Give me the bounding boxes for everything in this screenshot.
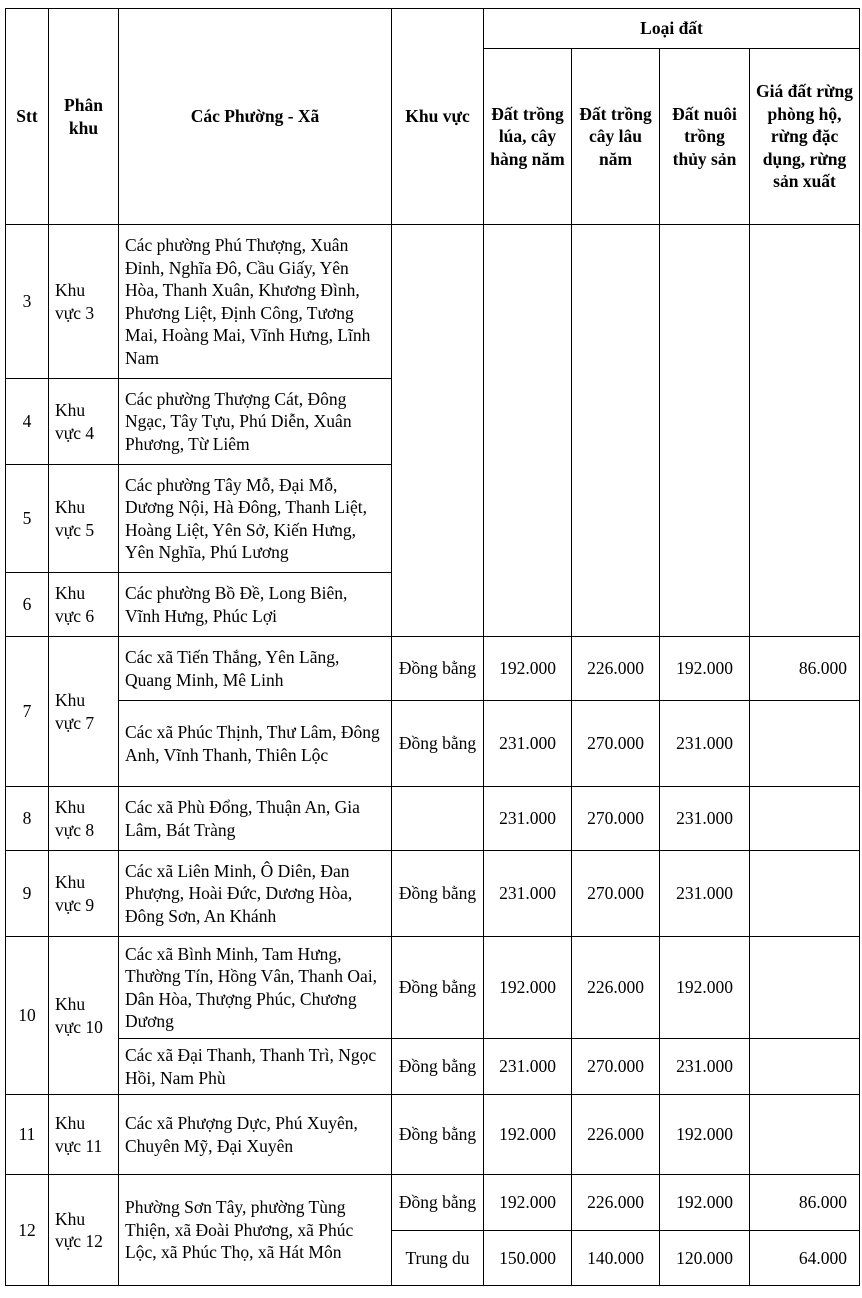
price-cell-empty (484, 225, 572, 637)
wards-cell: Các xã Bình Minh, Tam Hưng, Thường Tín, Hồng Vân, Thanh Oai, Dân Hòa, Thượng Phúc, Chương Dương (119, 937, 392, 1039)
zone-cell: Khu vực 12 (49, 1175, 119, 1286)
price-lau-nam: 226.000 (572, 637, 660, 701)
price-lau-nam: 226.000 (572, 937, 660, 1039)
header-dat-lua: Đất trồng lúa, cây hàng năm (484, 49, 572, 225)
price-lau-nam: 226.000 (572, 1095, 660, 1175)
price-thuy-san: 231.000 (660, 1039, 750, 1095)
price-lau-nam: 270.000 (572, 701, 660, 787)
table-row (6, 701, 860, 787)
table-row (6, 787, 860, 851)
wards-cell: Các xã Tiến Thắng, Yên Lãng, Quang Minh, Mê Linh (119, 637, 392, 701)
stt-cell: 10 (6, 937, 49, 1095)
stt-cell: 7 (6, 637, 49, 787)
zone-cell: Khu vực 4 (49, 379, 119, 465)
wards-cell: Các phường Bồ Đề, Long Biên, Vĩnh Hưng, Phúc Lợi (119, 573, 392, 637)
area-cell: Đồng bằng (392, 851, 484, 937)
price-lau-nam: 270.000 (572, 787, 660, 851)
area-cell: Đồng bằng (392, 637, 484, 701)
price-lua: 231.000 (484, 851, 572, 937)
land-price-table (5, 8, 860, 1286)
price-lau-nam: 270.000 (572, 851, 660, 937)
header-phan-khu: Phân khu (49, 9, 119, 225)
price-lua: 150.000 (484, 1231, 572, 1286)
header-dat-rung: Giá đất rừng phòng hộ, rừng đặc dụng, rừng sản xuất (750, 49, 860, 225)
header-dat-lau-nam: Đất trồng cây lâu năm (572, 49, 660, 225)
price-lau-nam: 140.000 (572, 1231, 660, 1286)
wards-cell: Các xã Phù Đổng, Thuận An, Gia Lâm, Bát Tràng (119, 787, 392, 851)
zone-cell: Khu vực 8 (49, 787, 119, 851)
area-cell: Đồng bằng (392, 1175, 484, 1231)
wards-cell: Các xã Đại Thanh, Thanh Trì, Ngọc Hồi, Nam Phù (119, 1039, 392, 1095)
price-thuy-san: 120.000 (660, 1231, 750, 1286)
wards-cell: Các phường Thượng Cát, Đông Ngạc, Tây Tựu, Phú Diễn, Xuân Phương, Từ Liêm (119, 379, 392, 465)
zone-cell: Khu vực 10 (49, 937, 119, 1095)
wards-cell: Các phường Tây Mỗ, Đại Mỗ, Dương Nội, Hà Đông, Thanh Liệt, Hoàng Liệt, Yên Sở, Kiến Hưng, Yên Nghĩa, Phú Lương (119, 465, 392, 573)
price-rung: 86.000 (750, 1175, 860, 1231)
price-thuy-san: 192.000 (660, 937, 750, 1039)
zone-cell: Khu vực 9 (49, 851, 119, 937)
table-row (6, 937, 860, 1039)
area-cell: Đồng bằng (392, 1039, 484, 1095)
area-cell: Đồng bằng (392, 937, 484, 1039)
table-row (6, 851, 860, 937)
table-row (6, 225, 860, 379)
area-cell (392, 787, 484, 851)
price-lua: 192.000 (484, 937, 572, 1039)
price-rung (750, 1095, 860, 1175)
zone-cell: Khu vực 6 (49, 573, 119, 637)
area-cell: Đồng bằng (392, 701, 484, 787)
price-lua: 192.000 (484, 637, 572, 701)
price-rung (750, 937, 860, 1039)
stt-cell: 12 (6, 1175, 49, 1286)
header-loai-dat: Loại đất (484, 9, 860, 49)
price-thuy-san: 192.000 (660, 637, 750, 701)
wards-cell: Các phường Phú Thượng, Xuân Đỉnh, Nghĩa Đô, Cầu Giấy, Yên Hòa, Thanh Xuân, Khương Đình, Phương Liệt, Định Công, Tương Mai, Hoàng Mai, Vĩnh Hưng, Lĩnh Nam (119, 225, 392, 379)
header-dat-thuy-san: Đất nuôi trồng thủy sản (660, 49, 750, 225)
price-lua: 231.000 (484, 787, 572, 851)
price-cell-empty (660, 225, 750, 637)
stt-cell: 6 (6, 573, 49, 637)
table-row (6, 1039, 860, 1095)
price-lau-nam: 270.000 (572, 1039, 660, 1095)
price-thuy-san: 231.000 (660, 787, 750, 851)
table-row (6, 1175, 860, 1231)
area-cell-empty (392, 225, 484, 637)
table-row (6, 1095, 860, 1175)
price-rung: 64.000 (750, 1231, 860, 1286)
zone-cell: Khu vực 5 (49, 465, 119, 573)
zone-cell: Khu vực 3 (49, 225, 119, 379)
stt-cell: 4 (6, 379, 49, 465)
stt-cell: 5 (6, 465, 49, 573)
price-thuy-san: 192.000 (660, 1095, 750, 1175)
area-cell: Đồng bằng (392, 1095, 484, 1175)
price-rung (750, 787, 860, 851)
price-lua: 192.000 (484, 1095, 572, 1175)
price-lua: 192.000 (484, 1175, 572, 1231)
price-rung (750, 851, 860, 937)
price-cell-empty (572, 225, 660, 637)
wards-cell: Phường Sơn Tây, phường Tùng Thiện, xã Đoài Phương, xã Phúc Lộc, xã Phúc Thọ, xã Hát Môn (119, 1175, 392, 1286)
header-phuong-xa: Các Phường - Xã (119, 9, 392, 225)
wards-cell: Các xã Phúc Thịnh, Thư Lâm, Đông Anh, Vĩnh Thanh, Thiên Lộc (119, 701, 392, 787)
stt-cell: 3 (6, 225, 49, 379)
price-thuy-san: 231.000 (660, 701, 750, 787)
zone-cell: Khu vực 7 (49, 637, 119, 787)
price-lua: 231.000 (484, 701, 572, 787)
header-khu-vuc: Khu vực (392, 9, 484, 225)
table-row (6, 637, 860, 701)
price-thuy-san: 192.000 (660, 1175, 750, 1231)
price-thuy-san: 231.000 (660, 851, 750, 937)
wards-cell: Các xã Liên Minh, Ô Diên, Đan Phượng, Hoài Đức, Dương Hòa, Đông Sơn, An Khánh (119, 851, 392, 937)
header-stt: Stt (6, 9, 49, 225)
price-rung: 86.000 (750, 637, 860, 701)
stt-cell: 8 (6, 787, 49, 851)
price-rung (750, 1039, 860, 1095)
area-cell: Trung du (392, 1231, 484, 1286)
stt-cell: 11 (6, 1095, 49, 1175)
price-cell-empty (750, 225, 860, 637)
price-lau-nam: 226.000 (572, 1175, 660, 1231)
price-rung (750, 701, 860, 787)
stt-cell: 9 (6, 851, 49, 937)
wards-cell: Các xã Phượng Dực, Phú Xuyên, Chuyên Mỹ, Đại Xuyên (119, 1095, 392, 1175)
price-lua: 231.000 (484, 1039, 572, 1095)
zone-cell: Khu vực 11 (49, 1095, 119, 1175)
